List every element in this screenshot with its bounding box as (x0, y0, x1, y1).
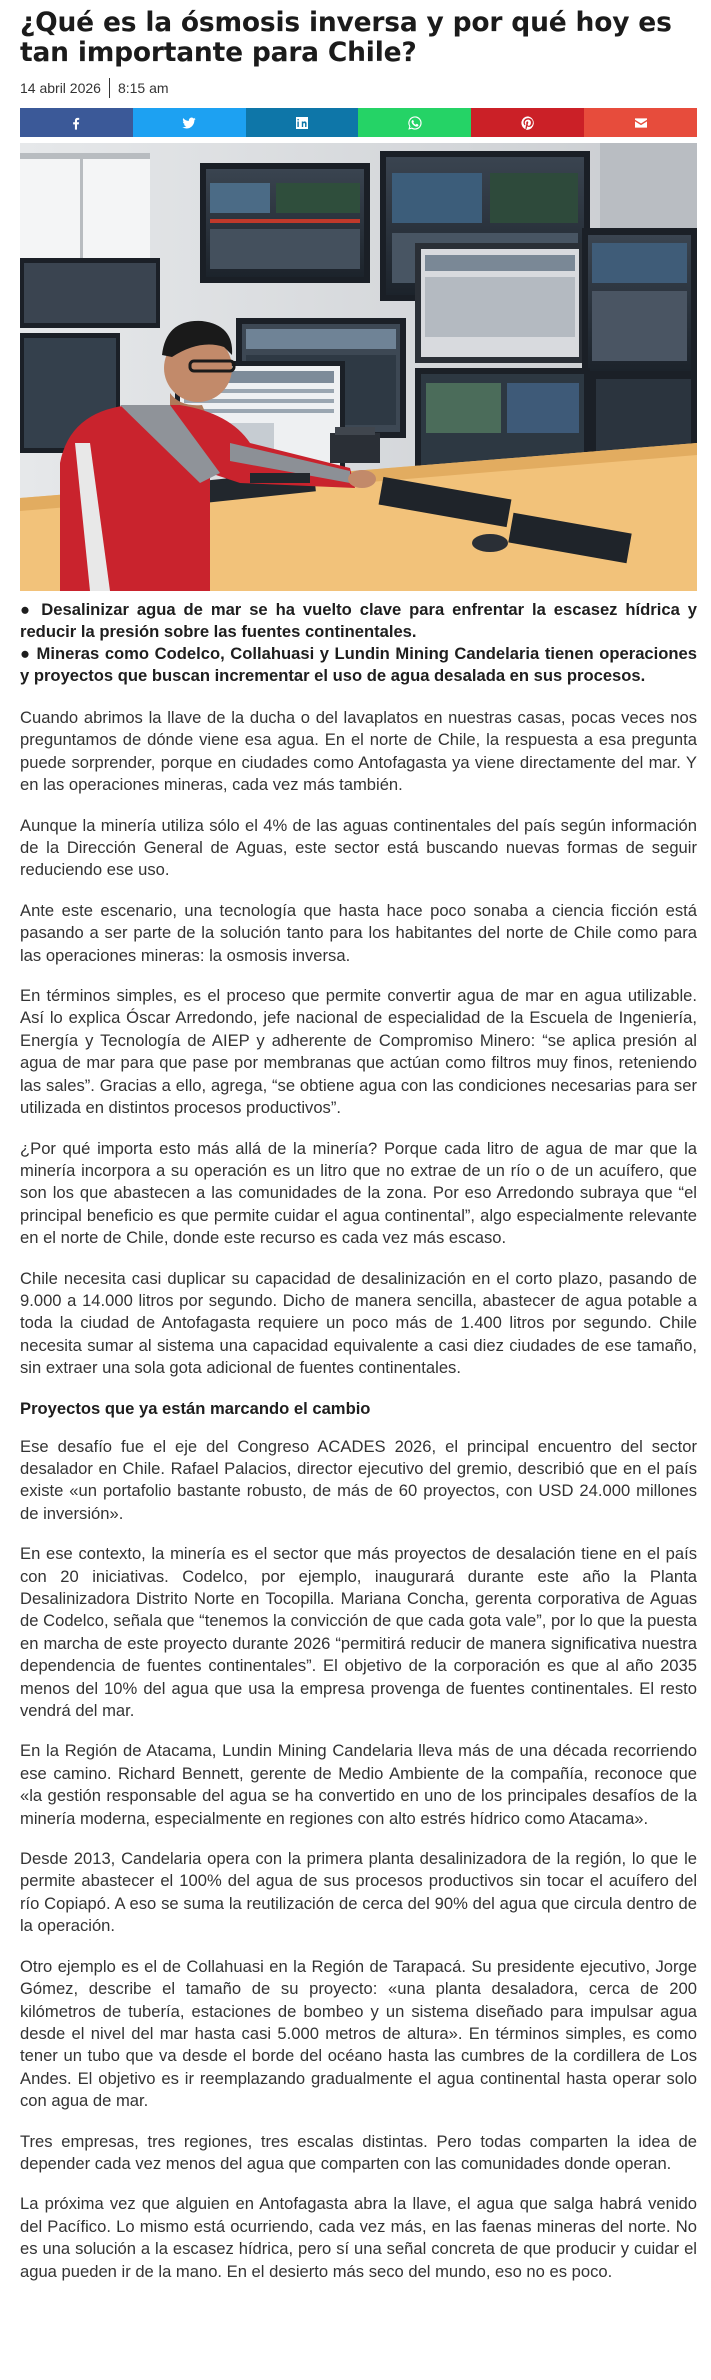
linkedin-icon (294, 115, 310, 131)
facebook-icon (68, 115, 84, 131)
paragraph: En ese contexto, la minería es el sector que más proyectos de desalación tiene en el país con 20 iniciativas. Codelco, por ejemplo, inaugurará durante este año la Planta Desalinizadora Distrito Norte en Tocopilla. Mariana Concha, gerenta corporativa de Aguas de Codelco, señala que “tenemos la convicción de que cada gota vale”, por lo que la puesta en marcha de este proyecto durante 2026 “permitirá reducir de manera significativa nuestra dependencia de fuentes continentales”. El objetivo de la corporación es que al año 2035 menos del 10% del agua que usa la empresa provenga de fuentes continentales. El resto vendrá del mar. (20, 1544, 697, 1721)
paragraph: Tres empresas, tres regiones, tres escalas distintas. Pero todas comparten la idea de depender cada vez menos del agua que comparten con las comunidades donde operan. (20, 2131, 697, 2173)
article-title: ¿Qué es la ósmosis inversa y por qué hoy es tan importante para Chile? (20, 7, 672, 68)
share-pinterest-button[interactable] (471, 108, 584, 137)
share-linkedin-button[interactable] (246, 108, 359, 137)
share-twitter-button[interactable] (133, 108, 246, 137)
paragraph: La próxima vez que alguien en Antofagasta abra la llave, el agua que salga habrá venido del Pacífico. Lo mismo está ocurriendo, cada vez más, en las faenas mineras del norte. No es una solución a la escasez hídrica, pero sí una señal concreta de que producir y cuidar el agua pueden ir de la mano. En el desierto más seco del mundo, eso no es poco. (20, 2194, 697, 2281)
article-body (20, 707, 697, 2283)
paragraph: Ese desafío fue el eje del Congreso ACADES 2026, el principal encuentro del sector desalador en Chile. Rafael Palacios, director ejecutivo del gremio, describió que en el país existe «un portafolio bastante robusto, de más de 60 proyectos, con USD 24.000 millones de inversión». (20, 1436, 697, 1523)
pinterest-icon (520, 115, 536, 131)
paragraph: En términos simples, es el proceso que permite convertir agua de mar en agua utilizable. Así lo explica Óscar Arredondo, jefe nacional de especialidad de la Escuela de Ingeniería, Energía y Tecnología de AIEP y adherente de Compromiso Minero: “se aplica presión al agua de mar para que pase por membranas que actúan como filtros muy finos, reteniendo las sales”. Gracias a ello, agrega, “se obtiene agua con las condiciones necesarias para ser utilizada en distintos procesos productivos”. (20, 986, 697, 1118)
paragraph: Desde 2013, Candelaria opera con la primera planta desalinizadora de la región, lo que le permite abastecer el 100% del agua de sus procesos productivos sin tocar el acuífero del río Copiapó. A eso se suma la reutilización de cerca del 90% del agua que circula dentro de la operación. (20, 1849, 697, 1936)
paragraph: Aunque la minería utiliza sólo el 4% de las aguas continentales del país según información de la Dirección General de Aguas, este sector está buscando nuevas formas de seguir reduciendo ese uso. (20, 815, 697, 880)
paragraph: En la Región de Atacama, Lundin Mining Candelaria lleva más de una década recorriendo ese camino. Richard Bennett, gerente de Medio Ambiente de la compañía, reconoce que «la gestión responsable del agua se ha convertido en uno de los principales desafíos de la minería moderna, especialmente en regiones con alto estrés hídrico como Atacama». (20, 1741, 697, 1828)
share-facebook-button[interactable] (20, 108, 133, 137)
whatsapp-icon (407, 115, 423, 131)
share-email-button[interactable] (584, 108, 697, 137)
article-date: 14 abril 2026 (20, 80, 101, 96)
email-icon (633, 115, 649, 131)
share-whatsapp-button[interactable] (358, 108, 471, 137)
paragraph: ¿Por qué importa esto más allá de la minería? Porque cada litro de agua de mar que la minería incorpora a su operación es un litro que no extrae de un río o de un acuífero, que son los que abastecen a las comunidades de la zona. Por eso Arredondo subraya que “el principal beneficio es que permite cuidar el agua continental”, algo especialmente relevante en el norte de Chile, donde este recurso es cada vez más escaso. (20, 1138, 697, 1248)
meta-divider (109, 78, 110, 98)
article-meta (20, 78, 697, 98)
paragraph: Otro ejemplo es el de Collahuasi en la Región de Tarapacá. Su presidente ejecutivo, Jorge Gómez, describe el tamaño de su proyecto: «una planta desaladora, cerca de 200 kilómetros de tubería, estaciones de bombeo y un sistema diseñado para impulsar agua desde el nivel del mar hasta casi 5.000 metros de altura». En términos simples, es como tener un tubo que va desde el borde del océano hasta las cumbres de la cordillera de Los Andes. El objetivo es ir reemplazando gradualmente el agua continental hasta operar solo con agua de mar. (20, 1956, 697, 2111)
share-bar (20, 108, 697, 137)
highlight-item: ● Mineras como Codelco, Collahuasi y Lundin Mining Candelaria tienen operaciones y proyectos que buscan incrementar el uso de agua desalada en sus procesos. (20, 644, 697, 685)
highlight-item: ● Desalinizar agua de mar se ha vuelto clave para enfrentar la escasez hídrica y reducir la presión sobre las fuentes continentales. (20, 600, 697, 641)
hero-image (20, 143, 697, 591)
paragraph: Chile necesita casi duplicar su capacidad de desalinización en el corto plazo, pasando de 9.000 a 14.000 litros por segundo. Dicho de manera sencilla, abastecer de agua potable a toda la ciudad de Antofagasta requiere un poco más de 1.400 litros por segundo. Chile necesita sumar al sistema una capacidad equivalente a casi diez ciudades de ese tamaño, sin extraer una sola gota adicional de fuentes continentales. (20, 1268, 697, 1378)
paragraph: Ante este escenario, una tecnología que hasta hace poco sonaba a ciencia ficción está pasando a ser parte de la solución tanto para los habitantes del norte de Chile como para las operaciones mineras: la osmosis inversa. (20, 900, 697, 965)
section-heading: Proyectos que ya están marcando el cambio (20, 1398, 371, 1418)
paragraph: Cuando abrimos la llave de la ducha o del lavaplatos en nuestras casas, pocas veces nos preguntamos de dónde viene esa agua. En el norte de Chile, la respuesta a esa pregunta puede sorprender, porque en ciudades como Antofagasta ya viene directamente del mar. Y en las operaciones mineras, cada vez más también. (20, 708, 697, 795)
highlights (20, 599, 697, 687)
twitter-icon (181, 115, 197, 131)
article (20, 8, 697, 2283)
article-time: 8:15 am (117, 80, 169, 96)
